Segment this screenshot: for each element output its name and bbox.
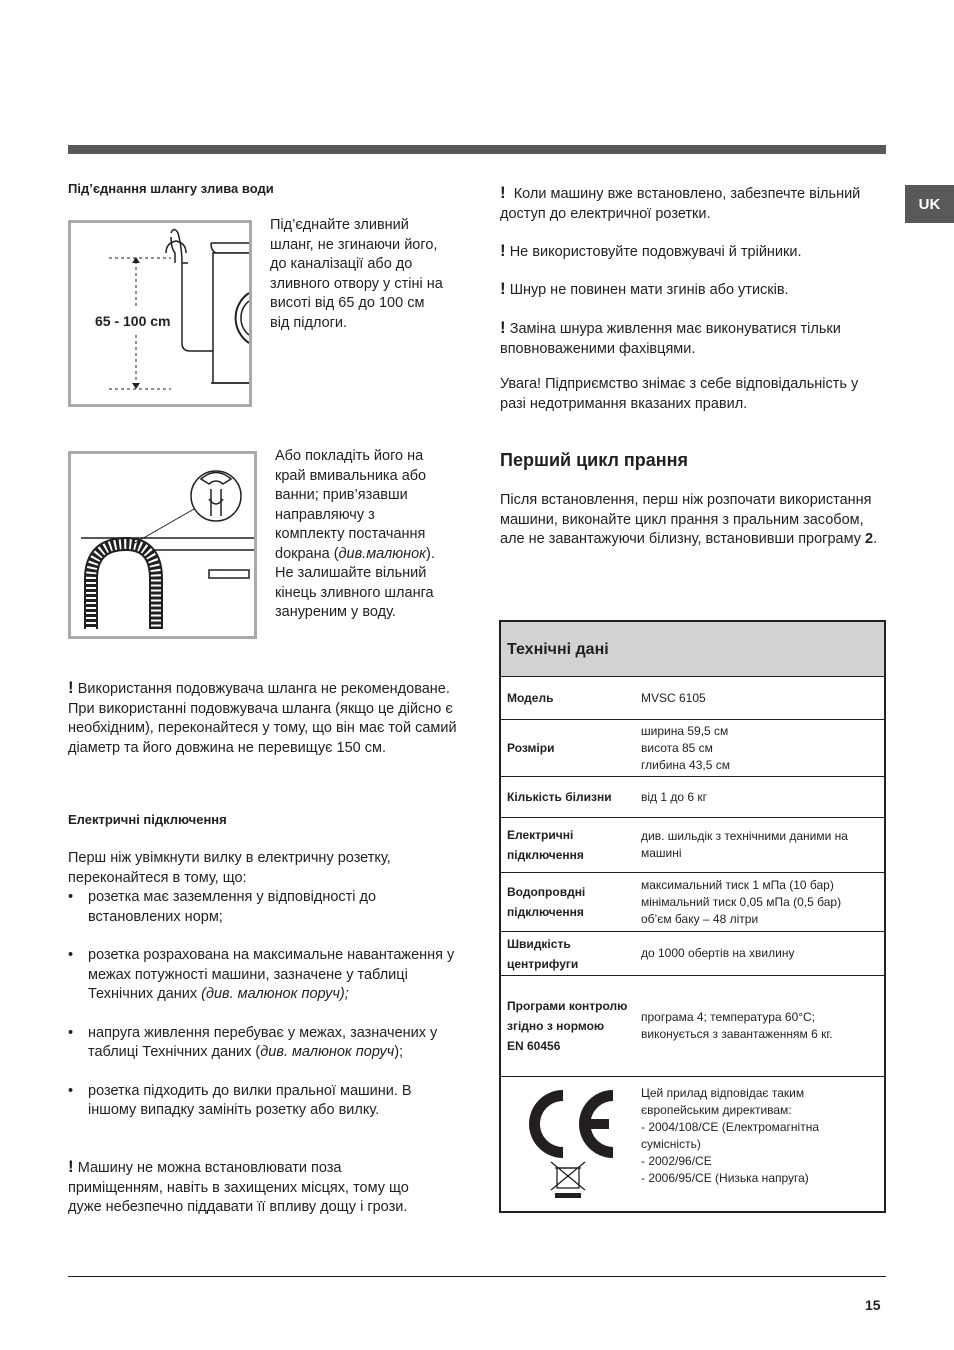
bullet-item: • розетка підходить до вилки пральної машини. В іншому випадку замініть розетку або вилку. xyxy=(68,1082,463,1121)
ce-mark-icon xyxy=(513,1082,623,1200)
height-label: 65 - 100 cm xyxy=(95,313,171,329)
top-rule xyxy=(68,145,886,154)
ce-row xyxy=(500,1077,885,1212)
warning-icon: ! xyxy=(500,241,506,260)
language-tab: UK xyxy=(905,185,954,223)
warning-icon: ! xyxy=(68,1157,74,1176)
first-cycle-title: Перший цикл прання xyxy=(500,450,688,470)
warning-icon: ! xyxy=(500,279,506,298)
bullet-item: • розетка має заземлення у відповідності до встановлених норм; xyxy=(68,888,463,927)
table-row: Кількість білизни від 1 до 6 кг xyxy=(500,777,885,818)
warning-icon: ! xyxy=(500,318,506,337)
sink-hose-figure xyxy=(68,451,257,639)
warning-replacement: ! Заміна шнура живлення має виконуватися тільки вповноваженими фахівцями. xyxy=(500,318,841,357)
table-row: Модель MVSC 6105 xyxy=(500,677,885,720)
electric-bullets xyxy=(68,888,463,1140)
fig2-text-pre: Або покладіть його на край вмивальника або ванни; прив’язавши направляючу з комплекту постачання dокрана ( xyxy=(275,448,427,562)
fig2-text-post: ). Не залишайте вільний кінець зливного шланга зануреним у воду. xyxy=(275,545,435,620)
electric-heading: Електричні підключення xyxy=(68,812,227,827)
first-cycle-text: Після встановлення, перш ніж розпочати використання машини, виконайте цикл прання з пральним засобом, але не завантажуючи білизну, встановивши програму 2. xyxy=(500,492,878,547)
ce-directives: Цей прилад відповідає таким європейським директивам: - 2004/108/CE (Електромагнітна сумісність) - 2002/96/CE - 2006/95/CE (Низька напруга) xyxy=(635,1077,885,1212)
warning-extensions: ! Не використовуйте подовжувачі й трійники. xyxy=(500,241,802,260)
liability-notice: Увага! Підприємство знімає з себе відповідальність у разі недотримання вказаних правил. xyxy=(500,376,859,412)
wee-bin-icon xyxy=(551,1162,585,1198)
table-row: Швидкість центрифуги до 1000 обертів на хвилину xyxy=(500,932,885,976)
outdoor-warning-text: Машину не можна встановлювати поза приміщенням, навіть в захищених місцях, тому що дуже небезпечно піддавати її впливу дощу і грози. xyxy=(68,1160,409,1215)
bullet-item: • розетка розрахована на максимальне навантаження у межах потужності машини, зазначене у таблиці Технічних даних (див. малюнок поруч); xyxy=(68,946,463,1005)
page-number: 15 xyxy=(865,1297,881,1313)
fig2-description xyxy=(275,447,475,623)
bottom-rule xyxy=(68,1276,886,1277)
warning-cord: ! Шнур не повинен мати згинів або утисків. xyxy=(500,279,789,298)
sink-hose-illustration xyxy=(71,454,254,636)
ce-marks xyxy=(500,1077,635,1212)
extension-warning-text: Використання подовжувача шланга не рекомендоване. При використанні подовжувача шланга (якщо це дійсно є необхідним), переконайтеся у тому, що він має той самий діаметр та його довжина не перевищує 150 см. xyxy=(68,681,457,756)
bullet-item: • напруга живлення перебуває у межах, зазначених у таблиці Технічних даних (див. малюнок поруч); xyxy=(68,1024,463,1063)
fig2-text-italic: див.малюнок xyxy=(338,545,427,562)
hose-heading: Під’єднання шлангу злива води xyxy=(68,181,274,196)
warning-icon: ! xyxy=(68,678,74,697)
table-row: Водопровдні підключення максимальний тиск 1 мПа (10 бар) мінімальний тиск 0,05 мПа (0,5 бар) об’єм баку – 48 літри xyxy=(500,873,885,932)
table-row: Розміри ширина 59,5 см висота 85 см глибина 43,5 см xyxy=(500,720,885,777)
outdoor-warning xyxy=(68,1157,438,1218)
spec-table-title: Технічні дані xyxy=(500,621,885,677)
drain-height-figure xyxy=(68,220,252,407)
program-number: 2 xyxy=(865,531,874,547)
extension-warning xyxy=(68,678,458,758)
warning-icon: ! xyxy=(500,183,506,202)
spec-table xyxy=(499,620,886,1213)
electric-intro: Перш ніж увімкнути вилку в електричну розетку, переконайтеся в тому, що: xyxy=(68,850,391,886)
fig1-description: Під’єднайте зливний шланг, не згинаючи його, до каналізації або до зливного отвору у стіні на висоті від 65 до 100 см від підлоги. xyxy=(270,217,443,331)
warning-access: ! Коли машину вже встановлено, забезпечте вільний доступ до електричної розетки. xyxy=(500,183,861,222)
table-row: Програми контролю згідно з нормою EN 60456 програма 4; температура 60°C; виконується з завантаженням 6 кг. xyxy=(500,976,885,1077)
table-row: Електричні підключення див. шильдік з технічними даними на машині xyxy=(500,818,885,873)
